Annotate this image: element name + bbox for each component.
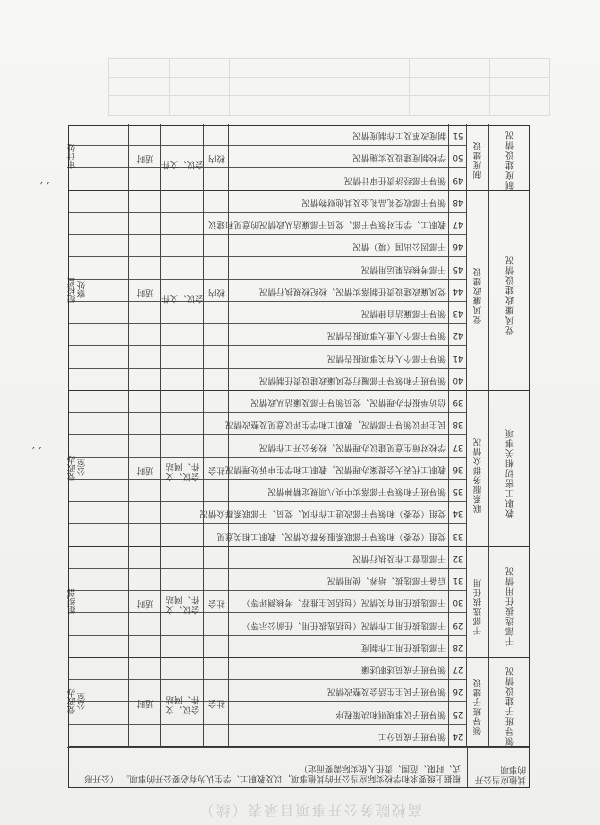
row-content: 学校制度建设及实施情况 [352, 152, 446, 163]
row-number: 25 [452, 708, 464, 719]
group-channel: 会议、文件 [161, 159, 204, 170]
group-divider [69, 657, 529, 658]
group-divider [69, 746, 529, 747]
row-number: 46 [452, 241, 464, 252]
group-scope: 校内 [208, 153, 226, 164]
row-number: 27 [452, 664, 464, 675]
subcategory-label: 联系服务群众情况 [473, 436, 483, 513]
category-label: 教职工密切相关事项 [506, 428, 516, 519]
category-label: 制度建设情况 [506, 130, 516, 191]
group-department: 组织部 [67, 588, 77, 615]
group-divider [69, 546, 529, 547]
row-number: 28 [452, 641, 464, 652]
row-content: 党组（党委）和领导干部改进工作作风、党员、干部联系群众情况 [199, 508, 446, 519]
subcategory-label: 干部选拔任用 [473, 578, 483, 636]
column-divider [228, 124, 229, 747]
subcategory-label: 制度建设 [473, 141, 483, 180]
group-scope: 社会 [208, 598, 226, 609]
row-content: 教职工代表大会提案办理情况，教职工和学生申诉处理情况 [224, 463, 446, 474]
row-content: 领导干部廉洁自律情况 [360, 308, 446, 319]
subcategory-label: 领导班子建设 [473, 678, 483, 736]
row-number: 37 [452, 441, 464, 452]
row-content: 领导班子议事规则和决策程序 [335, 708, 446, 719]
row-content: 领导干部经济责任审计情况 [343, 174, 446, 185]
row-number: 44 [452, 285, 464, 296]
group-channel: 会议、文件、网站 [165, 594, 200, 615]
scan-mark-left: ′ ′ [40, 180, 50, 194]
row-number: 41 [452, 352, 464, 363]
group-time: 适时 [136, 464, 154, 475]
row-content: 教职工、学生对领导干部、党员干部廉洁从政情况的意见和建议 [207, 219, 446, 230]
group-scope: 社会 [208, 698, 226, 709]
row-number: 31 [452, 575, 464, 586]
other-note-text: （公开形式、时限、范围、责任人依实际需要而定） [84, 763, 461, 783]
column-divider [160, 124, 161, 747]
group-department: 党政办公室 [67, 455, 87, 481]
row-content: 领导班子民主生活会及整改情况 [326, 686, 446, 697]
row-content: 领导干部个人重大事项报告情况 [326, 330, 446, 341]
group-department: 审计处 [67, 143, 77, 170]
column-divider [466, 124, 467, 747]
group-channel: 会议、文件 [161, 292, 204, 303]
group-time: 适时 [136, 153, 154, 164]
row-number: 43 [452, 308, 464, 319]
row-number: 38 [452, 419, 464, 430]
group-department: 纪检监察处 [67, 277, 87, 303]
other-desc-text: 根据上级要求和学校实际应当公开的其他事项，以及教职工、学生认为有必要公开的事项。 [120, 773, 461, 783]
scan-mark-left-2: ′ ′ [32, 445, 42, 459]
group-department: 党政办公室 [67, 688, 87, 715]
row-content: 信访举报件办理情况、党员领导干部及廉洁从政情况 [250, 397, 446, 408]
row-content: 干部监督工作及执行情况 [352, 552, 446, 563]
row-number: 49 [452, 174, 464, 185]
header-other-desc [67, 747, 467, 787]
row-content: 制度改革及工作制度情况 [352, 130, 446, 141]
row-content: 领导班子成员分工 [377, 730, 446, 741]
row-content: 干部选拔任用有关情况（包括民主推荐、考核测评等） [241, 597, 446, 608]
row-content: 领导干部收受礼品礼金及其他财物情况 [301, 196, 446, 207]
group-channel: 会议、文件、网站 [165, 694, 200, 715]
row-number: 50 [452, 152, 464, 163]
row-content: 领导班子和领导干部落实中央八项规定精神情况 [267, 486, 446, 497]
bleed-through-table [108, 58, 550, 116]
group-time: 适时 [136, 698, 154, 709]
row-number: 36 [452, 463, 464, 474]
row-content: 学校对师生意见建议办理情况、校务公开工作情况 [258, 441, 446, 452]
page-title: 高校院务公开事项目录表（续） [198, 801, 422, 817]
row-content: 领导班子成员述职述廉 [360, 664, 446, 675]
row-number: 26 [452, 686, 464, 697]
row-number: 45 [452, 263, 464, 274]
row-content: 干部考核结果运用情况 [360, 263, 446, 274]
row-number: 30 [452, 597, 464, 608]
row-number: 35 [452, 486, 464, 497]
row-content: 领导班子和领导干部履行党风廉政建设责任制情况 [258, 374, 446, 385]
group-scope: 社会 [208, 464, 226, 475]
category-label: 干部选拔任用情况 [506, 566, 516, 647]
column-divider [203, 124, 204, 747]
group-divider [69, 190, 529, 191]
column-divider [448, 124, 449, 747]
row-number: 40 [452, 374, 464, 385]
row-content: 干部选拔任用工作情况（包括选拔任用、任前公示等） [241, 619, 446, 630]
category-label: 党风廉政建设情况 [506, 254, 516, 335]
group-channel: 会议、文件、网站 [165, 460, 200, 481]
row-number: 48 [452, 196, 464, 207]
group-time: 适时 [136, 286, 154, 297]
row-number: 39 [452, 397, 464, 408]
row-content: 后备干部选拔、培养、使用情况 [326, 575, 446, 586]
row-content: 干部选拔任用工作制度 [360, 641, 446, 652]
row-number: 32 [452, 552, 464, 563]
group-time: 适时 [136, 598, 154, 609]
row-content: 党组（党委）和领导干部联系服务群众情况、教职工相关意见 [216, 530, 446, 541]
group-scope: 校内 [208, 286, 226, 297]
row-content: 干部因公出国（境）情况 [352, 241, 446, 252]
header-other: 其他应当公开的事项 [467, 747, 529, 787]
column-divider [488, 124, 489, 747]
row-number: 42 [452, 330, 464, 341]
row-content: 民主评议领导干部情况，教职工和学生评议意见及整改情况 [224, 419, 446, 430]
row-number: 29 [452, 619, 464, 630]
column-divider [128, 124, 129, 747]
row-number: 33 [452, 530, 464, 541]
row-content: 领导干部个人有关事项报告情况 [326, 352, 446, 363]
row-number: 51 [452, 130, 464, 141]
subcategory-label: 党风廉政建设 [473, 266, 483, 324]
disclosure-table [68, 125, 530, 788]
category-label: 领导班子建设情况 [506, 666, 516, 747]
row-number: 47 [452, 219, 464, 230]
row-content: 党风廉政建设责任制落实情况、校纪校规执行情况 [258, 285, 446, 296]
group-divider [69, 390, 529, 391]
row-number: 24 [452, 730, 464, 741]
row-number: 34 [452, 508, 464, 519]
